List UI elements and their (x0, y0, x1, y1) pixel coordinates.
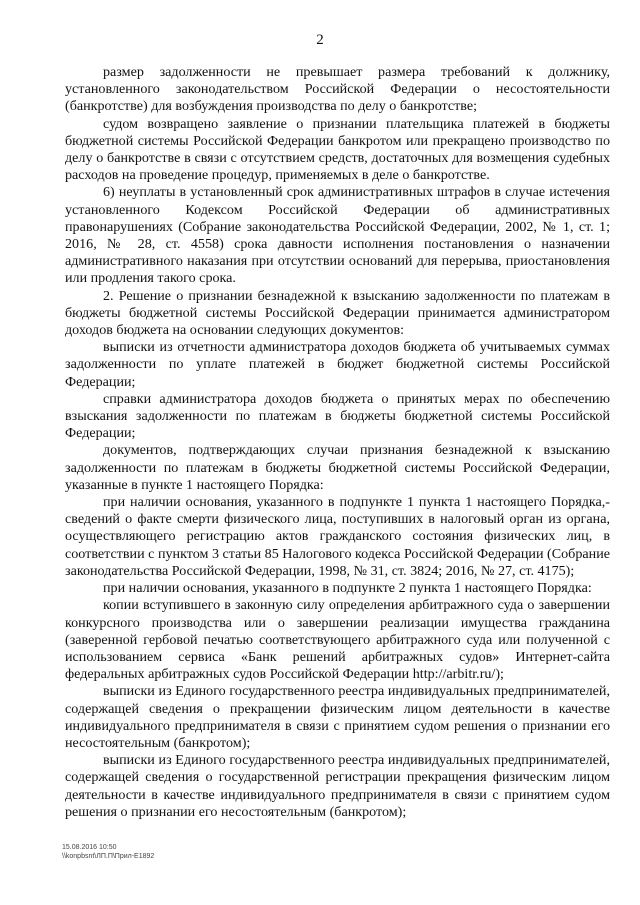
paragraph: документов, подтверждающих случаи признания безнадежной к взысканию задолженности по платежам в бюджеты бюджетной системы Российской Федерации, указанные в пункте 1 настоящего Порядка: (65, 442, 610, 493)
paragraph: при наличии основания, указанного в подпункте 2 пункта 1 настоящего Порядка: (103, 580, 592, 597)
paragraph: выписки из Единого государственного реестра индивидуальных предпринимателей, содержащей сведения о прекращении физическим лицом деятельности в качестве индивидуального предпринимателя в связи с принятием судом решения о признании его несостоятельным (банкротом); (65, 683, 610, 751)
paragraph: судом возвращено заявление о признании плательщика платежей в бюджеты бюджетной системы Российской Федерации банкротом или прекращено производство по делу о банкротстве в связи с отсутствием средств, достаточных для возмещения судебных расходов на проведение процедур, применяемых в деле о банкротстве. (65, 115, 610, 184)
footer-file-path: \\konpbsnt\ЛП.П\Прил-Е1892 (62, 853, 155, 860)
paragraph: копии вступившего в законную силу определения арбитражного суда о завершении конкурсного производства или о завершении реализации имущества гражданина (заверенной гербовой печатью соответствующего арбитражного суда или полученной с использованием сервиса «Банк решений арбитражных судов» Интернет-сайта федеральных арбитражных судов Российской Федерации http://arbitr.ru/); (65, 597, 610, 683)
paragraph: 2. Решение о признании безнадежной к взысканию задолженности по платежам в бюджеты бюджетной системы Российской Федерации принимается администратором доходов бюджета на основании следующих документов: (65, 287, 610, 339)
footer-stamp (62, 843, 154, 861)
document-body (65, 64, 610, 821)
paragraph: выписки из Единого государственного реестра индивидуальных предпринимателей, содержащей сведения о государственной регистрации прекращения физическим лицом деятельности в качестве индивидуального предпринимателя в связи с принятием судом решения о признании его несостоятельным (банкротом); (65, 752, 610, 820)
footer-date: 15.08.2016 10:50 (62, 844, 117, 851)
paragraph: выписки из отчетности администратора доходов бюджета об учитываемых суммах задолженности по уплате платежей в бюджет бюджетной системы Российской Федерации; (65, 339, 610, 390)
page-number: 2 (316, 32, 324, 48)
paragraph: справки администратора доходов бюджета о принятых мерах по обеспечению взыскания задолженности по платежам в бюджеты бюджетной системы Российской Федерации; (65, 390, 610, 442)
paragraph: размер задолженности не превышает размера требований к должнику, установленного законодательством Российской Федерации о несостоятельности (банкротстве) для возбуждения производства по делу о банкротстве; (65, 64, 610, 115)
paragraph: 6) неуплаты в установленный срок административных штрафов в случае истечения установленного Кодексом Российской Федерации об административных правонарушениях (Собрание законодательства Российской Федерации, 2002, № 1, ст. 1; 2016, № 28, ст. 4558) срока давности исполнения постановления о назначении административного наказания при отсутствии оснований для перерыва, приостановления или продления такого срока. (65, 184, 610, 287)
paragraph: при наличии основания, указанного в подпункте 1 пункта 1 настоящего Порядка,- сведений о факте смерти физического лица, поступивших в налоговый орган из органа, осуществляющего регистрацию актов гражданского состояния физических лиц, в соответствии с пунктом 3 статьи 85 Налогового кодекса Российской Федерации (Собрание законодательства Российской Федерации, 1998, № 31, ст. 3824; 2016, № 27, ст. 4175); (65, 494, 610, 579)
